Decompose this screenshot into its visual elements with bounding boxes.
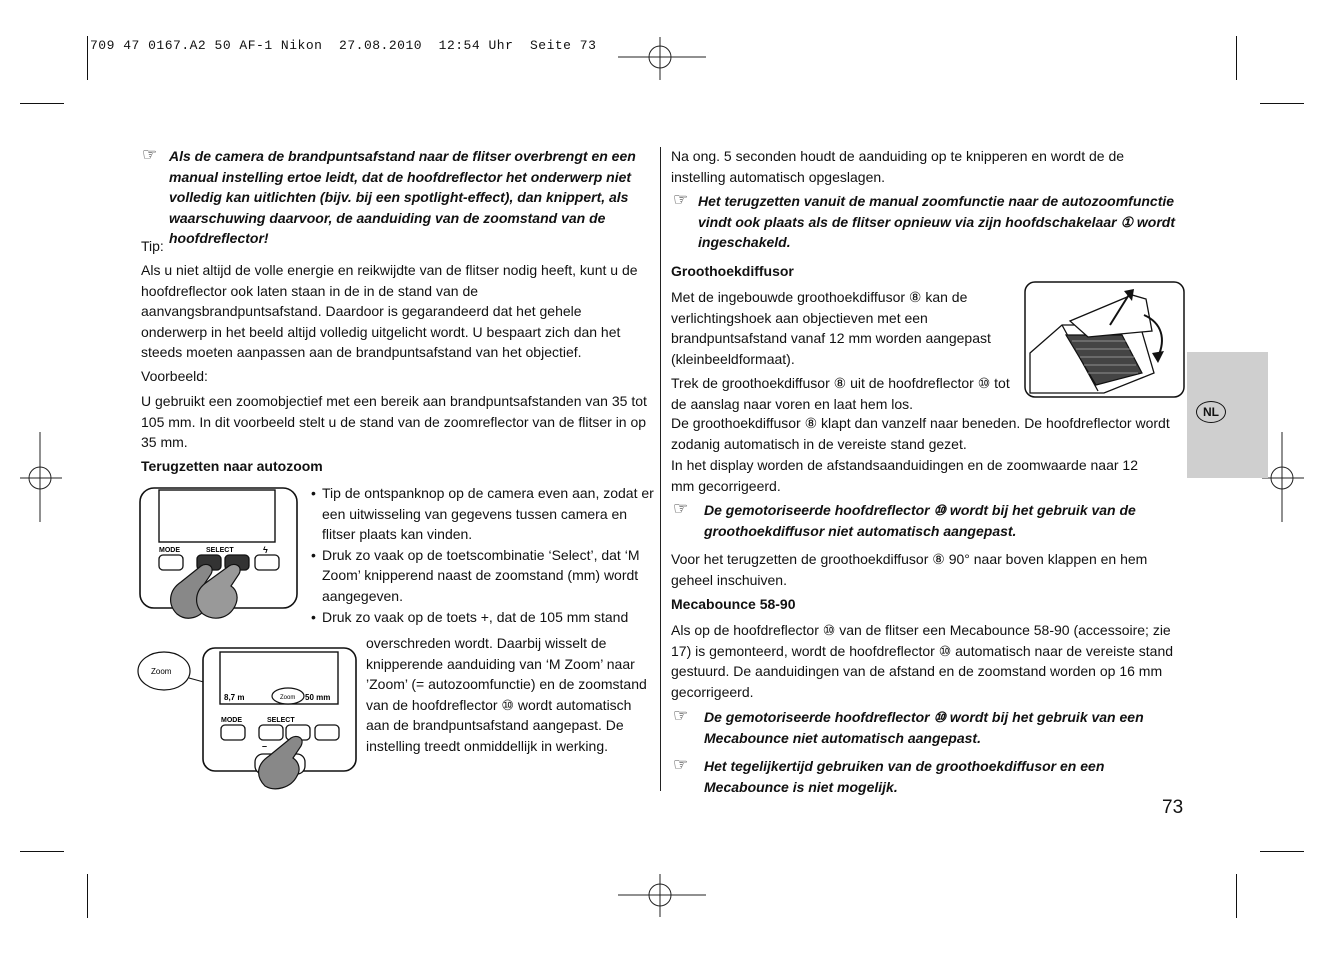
bullet-item: • Tip de ontspanknop op de camera even aan, zodat er een uitwisseling van gegevens tussen camera en flitser plaats kan vinden. — [311, 483, 655, 545]
note-combination: Het tegelijkertijd gebruiken van de groothoekdiffusor en een Mecabounce is niet mogelijk. — [704, 758, 1105, 795]
paragraph-display: In het display worden de afstandsaanduidingen en de zoomwaarde naar 12 mm gecorrigeerd. — [671, 457, 1138, 494]
flash-icon: ϟ — [263, 545, 268, 555]
mode-label: MODE — [221, 717, 242, 724]
note-autozoom: Het terugzetten vanuit de manual zoomfunctie naar de autozoomfunctie vindt ook plaats als de flitser opnieuw via zijn hoofdschakelaar ① wordt ingeschakeld. — [698, 193, 1175, 251]
voorbeeld-text: U gebruikt een zoomobjectief met een bereik aan brandpuntsafstanden van 35 tot 105 mm. In dit voorbeeld stelt u de stand van de zoomreflector van de flitser in op 35 mm. — [141, 393, 647, 451]
print-header: 709 47 0167.A2 50 AF-1 Nikon 27.08.2010 12:54 Uhr Seite 73 — [90, 38, 597, 53]
hand-pointing-icon: ☞ — [673, 190, 689, 209]
paragraph-opgeslagen: Na ong. 5 seconden houdt de aanduiding op te knipperen en wordt de de instelling automatisch opgeslagen. — [671, 148, 1125, 185]
zoom-callout: Zoom — [151, 667, 172, 676]
hand-pointing-icon: ☞ — [673, 499, 689, 518]
heading-groothoekdiffusor: Groothoekdiffusor — [671, 263, 794, 279]
tip-label: Tip: — [141, 238, 164, 254]
paragraph-diffusor-intro: Met de ingebouwde groothoekdiffusor ⑧ kan de verlichtingshoek aan objectieven met een brandpuntsafstand vanaf 12 mm worden aangepast (kleinbeeldformaat). — [671, 289, 991, 367]
hand-pointing-icon: ☞ — [142, 145, 158, 164]
heading-terugzetten: Terugzetten naar autozoom — [141, 458, 323, 474]
hand-pointing-icon: ☞ — [673, 706, 689, 725]
note-diffusor: De gemotoriseerde hoofdreflector ⑩ wordt bij het gebruik van de groothoekdiffusor niet automatisch aangepast. — [704, 502, 1136, 539]
note-brandpunt: Als de camera de brandpuntsafstand naar de flitser overbrengt en een manual instelling ertoe leidt, dat de hoofdreflector het onderwerp niet volledig kan uitlichten (bijv. bij een spotlight-effect), dan knippert, als waarschuwing daarvoor, de aanduiding van de zoomstand van de hoofdreflector! — [169, 148, 636, 247]
bullet-item: • Druk zo vaak op de toets +, dat de 105 mm stand — [311, 607, 655, 628]
column-divider — [660, 147, 661, 791]
select-label: SELECT — [267, 717, 295, 724]
distance-value: 8,7 m — [224, 693, 245, 702]
heading-mecabounce: Mecabounce 58-90 — [671, 596, 796, 612]
select-label: SELECT — [206, 547, 234, 554]
diffusor-illustration — [1022, 281, 1187, 399]
tip-text: Als u niet altijd de volle energie en reikwijdte van de flitser nodig heeft, kunt u de hoofdreflector ook laten staan in de in de stand van de aanvangsbrandpuntsafstand. Daardoor is gegarandeerd dat het gehele onderwerp in het beeld altijd volledig uitgelicht wordt. U bespaart zich dan het steeds moeten aanpassen aan de brandpuntsafstand van het objectief. — [141, 262, 638, 361]
flash-panel-illustration-2 — [137, 646, 361, 792]
zoom-badge: Zoom — [280, 695, 296, 701]
hand-pointing-icon: ☞ — [673, 755, 689, 774]
bullet-continuation: overschreden wordt. Daarbij wisselt de knipperende aanduiding van ‘M Zoom’ naar ’Zoom’ (= autozoomfunctie) en de zoomstand van de hoofdreflector ⑩ wordt automatisch aan de brandpuntsafstand aangepast. De instelling treedt onmiddellijk in werking. — [366, 635, 647, 754]
note-mecabounce: De gemotoriseerde hoofdreflector ⑩ wordt bij het gebruik van een Mecabounce niet automatisch aangepast. — [704, 709, 1144, 746]
voorbeeld-label: Voorbeeld: — [141, 368, 208, 384]
bullet-list — [311, 483, 655, 627]
page-number: 73 — [1162, 797, 1184, 818]
paragraph-diffusor-pull: Trek de groothoekdiffusor ⑧ uit de hoofdreflector ⑩ tot de aanslag naar voren en laat hem los. — [671, 375, 1010, 412]
zoom-value: 50 mm — [305, 693, 331, 702]
bullet-item: • Druk zo vaak op de toetscombinatie ‘Select’, dat ‘M Zoom’ knipperend naast de zoomstand (mm) wordt aangegeven. — [311, 545, 655, 607]
mode-label: MODE — [159, 547, 180, 554]
paragraph-terugzetten-diffusor: Voor het terugzetten de groothoekdiffusor ⑧ 90° naar boven klappen en hem geheel inschuiven. — [671, 551, 1148, 588]
minus-label: – — [262, 741, 268, 751]
flash-panel-illustration-1 — [137, 486, 302, 634]
paragraph-mecabounce: Als op de hoofdreflector ⑩ van de flitser een Mecabounce 58-90 (accessoire; zie 17) is gemonteerd, wordt de hoofdreflector ⑩ automatisch naar de vereiste stand gestuurd. De aanduidingen van de afstand en de zoomstand worden op 16 mm gecorrigeerd. — [671, 622, 1174, 700]
language-badge: NL — [1196, 401, 1226, 423]
paragraph-diffusor-down: De groothoekdiffusor ⑧ klapt dan vanzelf naar beneden. De hoofdreflector wordt zodanig automatisch in de vereiste stand gezet. — [671, 415, 1170, 452]
